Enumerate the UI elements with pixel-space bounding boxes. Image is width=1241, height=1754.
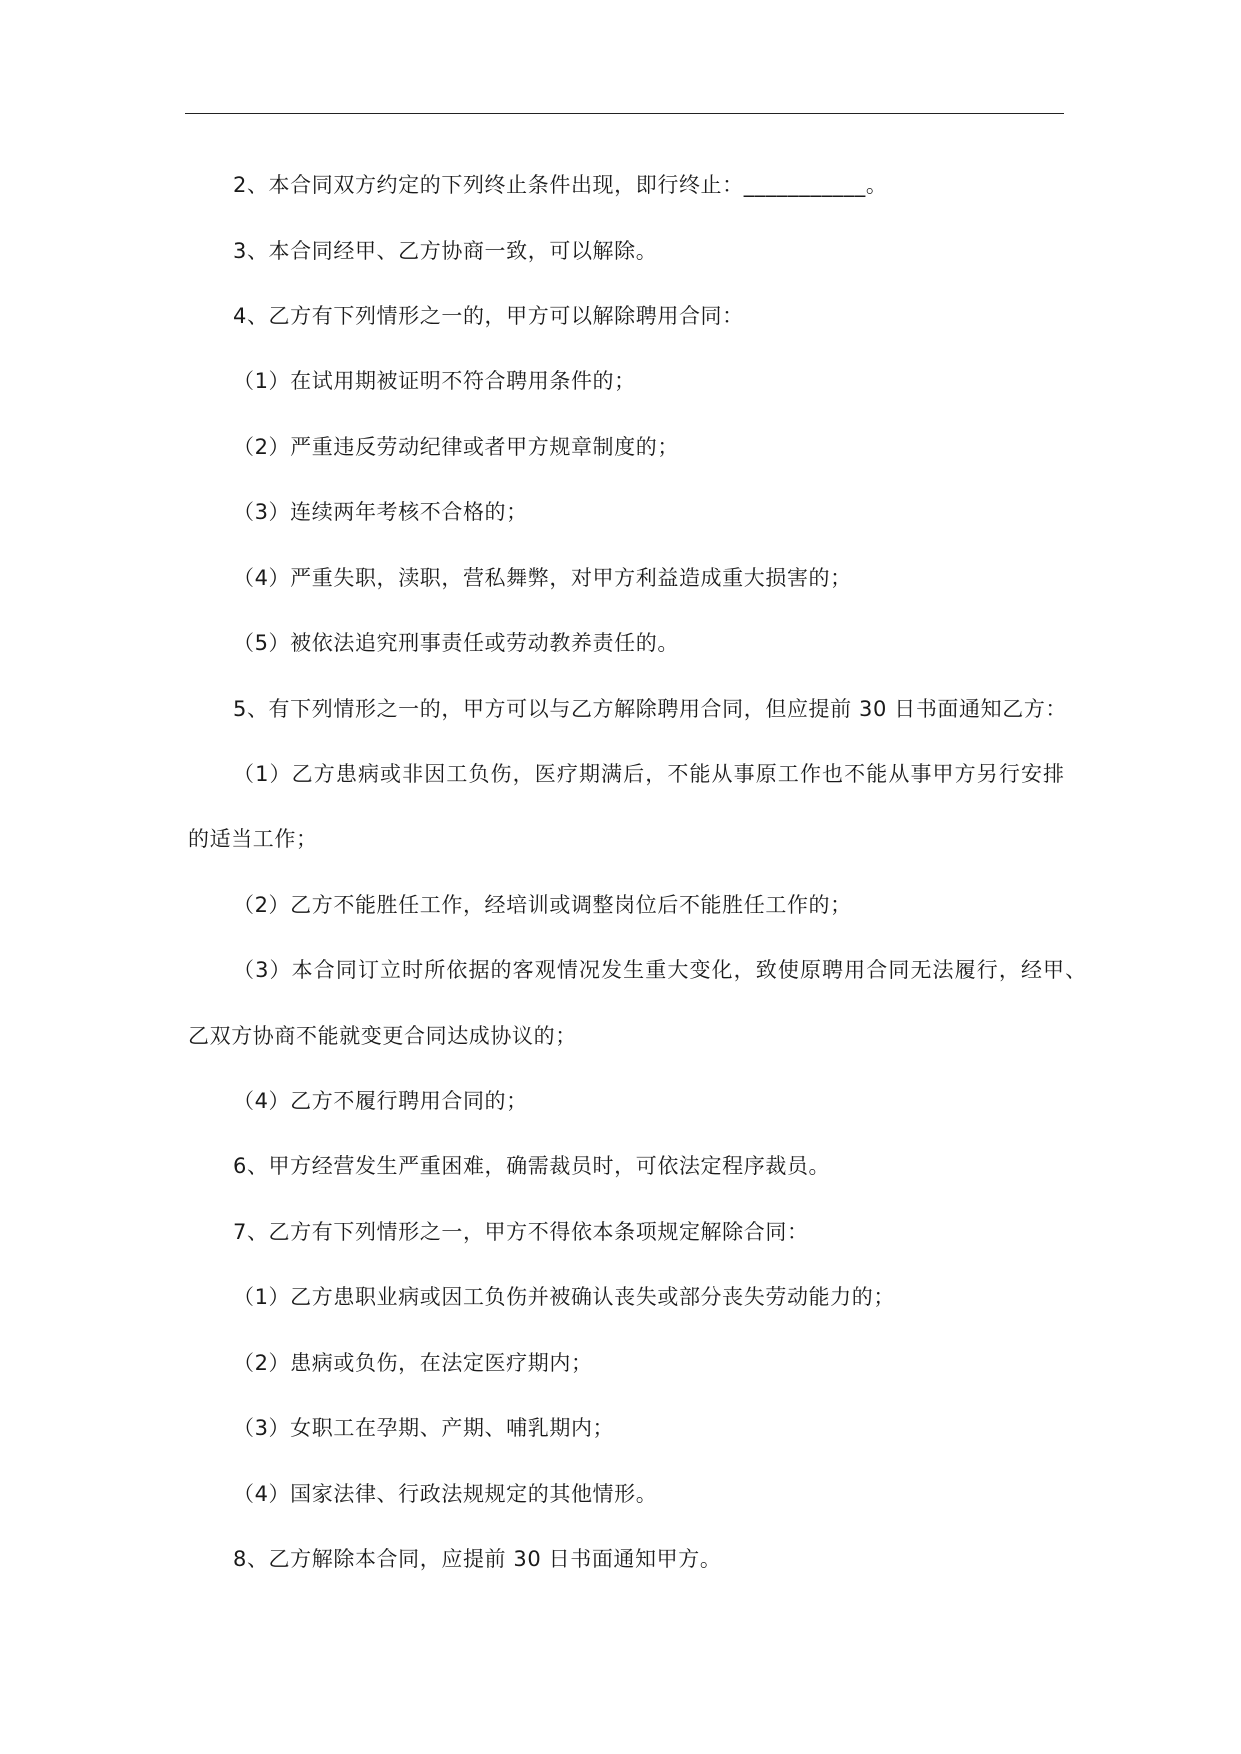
clause-2-termination-conditions: 2、本合同双方约定的下列终止条件出现，即行终止：___________。 [233, 173, 888, 197]
clause-5-item-3-line-1: （3）本合同订立时所依据的客观情况发生重大变化，致使原聘用合同无法履行，经甲、 [233, 958, 1088, 982]
clause-6-layoffs: 6、甲方经营发生严重困难，确需裁员时，可依法定程序裁员。 [233, 1154, 831, 1178]
clause-4-item-1: （1）在试用期被证明不符合聘用条件的； [233, 369, 636, 393]
clause-4-item-4: （4）严重失职，渎职，营私舞弊，对甲方利益造成重大损害的； [233, 566, 852, 590]
clause-7-item-2: （2）患病或负伤，在法定医疗期内； [233, 1351, 593, 1375]
clause-7-item-1: （1）乙方患职业病或因工负伤并被确认丧失或部分丧失劳动能力的； [233, 1285, 895, 1309]
header-rule [185, 113, 1064, 114]
clause-8-notice: 8、乙方解除本合同，应提前 30 日书面通知甲方。 [233, 1547, 722, 1571]
clause-3-mutual-termination: 3、本合同经甲、乙方协商一致，可以解除。 [233, 239, 658, 263]
clause-7-item-3: （3）女职工在孕期、产期、哺乳期内； [233, 1416, 615, 1440]
clause-7-item-4: （4）国家法律、行政法规规定的其他情形。 [233, 1482, 658, 1506]
clause-5-item-1-line-2: 的适当工作； [188, 827, 318, 851]
clause-5-item-1-line-1: （1）乙方患病或非因工负伤，医疗期满后，不能从事原工作也不能从事甲方另行安排 [233, 762, 1066, 786]
clause-4-heading: 4、乙方有下列情形之一的，甲方可以解除聘用合同： [233, 304, 744, 328]
clause-4-item-5: （5）被依法追究刑事责任或劳动教养责任的。 [233, 631, 679, 655]
clause-7-heading: 7、乙方有下列情形之一，甲方不得依本条项规定解除合同： [233, 1220, 809, 1244]
clause-5-item-2: （2）乙方不能胜任工作，经培训或调整岗位后不能胜任工作的； [233, 893, 852, 917]
clause-5-item-4: （4）乙方不履行聘用合同的； [233, 1089, 528, 1113]
clause-5-heading: 5、有下列情形之一的，甲方可以与乙方解除聘用合同，但应提前 30 日书面通知乙方： [233, 697, 1068, 721]
clause-5-item-3-line-2: 乙双方协商不能就变更合同达成协议的； [188, 1024, 577, 1048]
clause-4-item-3: （3）连续两年考核不合格的； [233, 500, 528, 524]
clause-4-item-2: （2）严重违反劳动纪律或者甲方规章制度的； [233, 435, 679, 459]
